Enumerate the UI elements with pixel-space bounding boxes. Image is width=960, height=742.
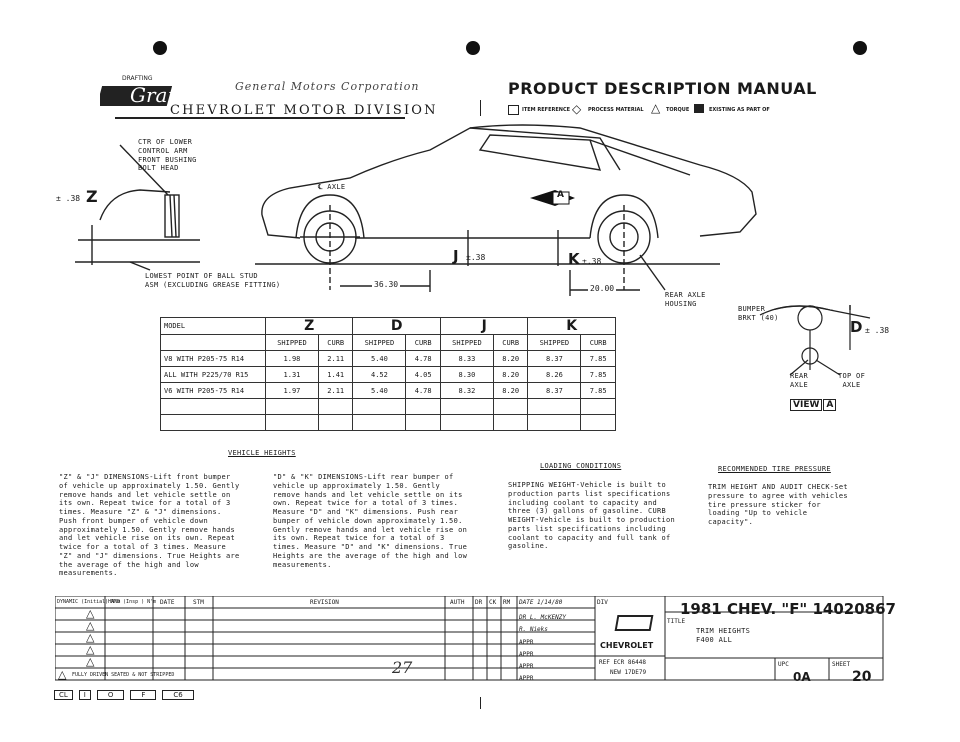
bottom-code-boxes: [54, 690, 194, 700]
new-date: NEW 17DE79: [610, 669, 647, 676]
footnote: FULLY DRIVEN SEATED & NOT STRIPPED: [72, 672, 175, 678]
triangle-icon: △: [86, 643, 95, 656]
cell: 8.20: [493, 367, 528, 383]
rm-header: RM: [503, 599, 511, 606]
row-model: ALL WITH P225/70 R15: [161, 367, 266, 383]
legend-torque: TORQUE: [666, 107, 690, 113]
vehicle-heights-left-note: "Z" & "J" DIMENSIONS-Lift front bumper of vehicle up approximately 1.50. Gently remove hands and let vehicle settle on its own. Repeat twice for a total of 3 times. Measure "Z" & "J" dimensions. Push front bumper of vehicle down approximately 1.50. Gently remove hands and let vehicle rise on its own. Repeat twice for a total of 3 times. Measure "Z" and "J" dimensions. True Heights are the average of the high and low measurements.: [59, 473, 240, 578]
cell: 7.85: [581, 383, 616, 399]
view-a-label: [790, 400, 836, 410]
table-row: [161, 383, 616, 399]
d-tolerance: ± .38: [865, 326, 890, 335]
stm-header: STM: [193, 599, 204, 606]
cell: 1.41: [318, 367, 353, 383]
model-header: MODEL: [161, 318, 266, 335]
group-d: D: [353, 318, 440, 335]
car-body-outline: [262, 125, 756, 236]
sheet-label: SHEET: [832, 661, 851, 668]
legend-process-material: PROCESS MATERIAL: [588, 107, 644, 113]
top-axle-line: TOP OF: [838, 372, 866, 380]
cell: 4.78: [406, 351, 441, 367]
dim-20-00: 20.00: [590, 284, 615, 293]
torque-icon: △: [651, 101, 661, 115]
div-label: DIV: [597, 599, 608, 606]
table-subheader: [161, 335, 616, 351]
rear-housing-line: HOUSING: [665, 299, 697, 308]
logo-graphic-text: Graphic: [130, 83, 210, 107]
table-row-empty: [161, 415, 616, 431]
title-label: TITLE: [667, 618, 686, 625]
title-value: [696, 627, 750, 645]
date-header: DATE: [160, 599, 175, 606]
view-letter: A: [823, 399, 836, 411]
cell: 7.85: [581, 351, 616, 367]
process-material-icon: ◇: [572, 102, 582, 116]
blank-cell: [161, 335, 266, 351]
a-tag-letter: A: [557, 190, 564, 200]
triangle-icon: △: [86, 631, 95, 644]
ref-ecr: REF ECR 86448: [599, 659, 646, 666]
subhead: SHIPPED: [440, 335, 493, 351]
subhead: SHIPPED: [528, 335, 581, 351]
vehicle-heights-right-note: "D" & "K" DIMENSIONS-Lift rear bumper of vehicle up approximately 1.50. Gently remove hands and let vehicle settle on its own. Repeat twice for a total of 3 times. Measure "D" and "K" dimensions. Push rear bumper of vehicle down approximately 1.50. Gently remove hands and let vehicle rise on its own. Repeat twice for a total of 3 times. Measure "D" and "K" dimensions. True Heights are the average of the high and low measurements.: [273, 473, 468, 569]
group-z: Z: [266, 318, 353, 335]
dim-36-30: 36.30: [374, 280, 399, 289]
title-value-line: F400 ALL: [696, 635, 733, 644]
cell: 2.11: [318, 351, 353, 367]
loading-conditions-note: SHIPPING WEIGHT-Vehicle is built to production parts list specifications including coolant to capacity and three (3) gallons of gasoline. CURB WEIGHT-Vehicle is built to production parts list specifications including coolant to capacity and full tank of gasoline.: [508, 481, 676, 551]
rear-axle-housing-note: [665, 291, 706, 309]
ctr-note-line: CTR OF LOWER: [138, 138, 193, 146]
top-of-axle-note: [838, 372, 865, 390]
cell: 4.52: [353, 367, 406, 383]
chevrolet-bowtie-icon: [615, 615, 654, 631]
cell: 8.32: [440, 383, 493, 399]
cell: 8.33: [440, 351, 493, 367]
dr-header: DR: [475, 599, 483, 606]
trim-height-spec-table: [160, 317, 616, 431]
date-value: DATE 1/14/80: [519, 599, 563, 606]
cell: 8.20: [493, 351, 528, 367]
bumper-note-line: BUMPER: [738, 305, 766, 313]
rear-housing-line: REAR AXLE: [665, 291, 706, 299]
j-label: J: [453, 247, 459, 265]
cell: 5.40: [353, 351, 406, 367]
cell: 7.85: [581, 367, 616, 383]
lowest-point-note: [145, 272, 280, 290]
cell: 4.78: [406, 383, 441, 399]
d-label: D: [850, 318, 863, 336]
code-box: F: [130, 690, 156, 700]
dr-value: DR L. McKENZY: [519, 614, 566, 621]
cell: 5.40: [353, 383, 406, 399]
rear-axle-line: AXLE: [790, 380, 809, 389]
torque-triangles: [86, 608, 94, 668]
appr-4: APPR: [519, 675, 534, 682]
rear-axle-line: REAR: [790, 372, 809, 380]
subhead: SHIPPED: [266, 335, 319, 351]
row-model: V6 WITH P205-75 R14: [161, 383, 266, 399]
cell: 1.97: [266, 383, 319, 399]
bumper-bracket-note: [738, 305, 779, 323]
group-j: J: [440, 318, 527, 335]
ck-header: CK: [489, 599, 497, 606]
z-label: Z: [86, 187, 98, 206]
appr-3: APPR: [519, 663, 534, 670]
cell: 8.37: [528, 383, 581, 399]
code-box: CL: [54, 690, 73, 700]
code-box: O: [97, 690, 125, 700]
group-k: K: [528, 318, 616, 335]
ctr-note-line: BOLT HEAD: [138, 164, 179, 173]
lowest-note-line: LOWEST POINT OF BALL STUD: [145, 272, 258, 280]
subhead: SHIPPED: [353, 335, 406, 351]
table-group-header: [161, 318, 616, 335]
sheet-value: 20: [852, 669, 872, 685]
corp-name: General Motors Corporation: [235, 80, 420, 93]
rear-axle-note: [790, 372, 808, 390]
upc-value: 0A: [793, 670, 811, 684]
bumper-note-line: BRKT (40): [738, 313, 779, 322]
table-row: [161, 367, 616, 383]
legend-item-reference: ITEM REFERENCE: [522, 107, 571, 113]
appr-1: APPR: [519, 639, 534, 646]
k-label: K: [568, 250, 580, 268]
manual-title: PRODUCT DESCRIPTION MANUAL: [508, 79, 817, 98]
vehicle-heights-title: VEHICLE HEIGHTS: [228, 449, 296, 457]
dynamic-header: DYNAMIC (Initial) N'm: [57, 599, 121, 605]
loading-conditions-title: LOADING CONDITIONS: [540, 462, 622, 470]
logo-drafting-text: DRAFTING: [122, 75, 153, 82]
cell: 4.05: [406, 367, 441, 383]
ctr-note: [138, 138, 197, 173]
chevrolet-label: CHEVROLET: [600, 641, 654, 650]
subhead: CURB: [493, 335, 528, 351]
drawing-big-title: 1981 CHEV. "F" 14020867: [680, 600, 896, 618]
auth-header: AUTH: [450, 599, 465, 606]
triangle-icon: △: [86, 607, 95, 620]
legend-existing-part: EXISTING AS PART OF: [709, 107, 770, 113]
row-model: V8 WITH P205-75 R14: [161, 351, 266, 367]
cell: 1.31: [266, 367, 319, 383]
code-box: C6: [162, 690, 193, 700]
triangle-icon: △: [86, 655, 95, 668]
cell: 2.11: [318, 383, 353, 399]
hand-header: HAND (Insp ) N'm: [108, 599, 157, 605]
ctr-note-line: CONTROL ARM: [138, 146, 188, 155]
z-tolerance: ± .38: [56, 194, 81, 203]
view-a-tag: [530, 190, 575, 206]
appr-2: APPR: [519, 651, 534, 658]
subhead: CURB: [318, 335, 353, 351]
cell: 8.37: [528, 351, 581, 367]
table-row: [161, 351, 616, 367]
j-tolerance: ±.38: [466, 253, 486, 262]
title-value-line: TRIM HEIGHTS: [696, 627, 751, 635]
subhead: CURB: [406, 335, 441, 351]
top-axle-line: AXLE: [842, 380, 861, 389]
handwritten-number: 27: [392, 658, 413, 677]
bottom-center-tick: [480, 697, 481, 709]
tire-pressure-note: TRIM HEIGHT AND AUDIT CHECK-Set pressure to agree with vehicles tire pressure sticker for loading "Up to vehicle capacity".: [708, 483, 848, 526]
cell: 1.98: [266, 351, 319, 367]
code-box: I: [79, 690, 91, 700]
cell: 8.26: [528, 367, 581, 383]
triangle-icon: △: [86, 619, 95, 632]
upc-label: UPC: [778, 661, 789, 668]
cell: 8.20: [493, 383, 528, 399]
division-name: CHEVROLET MOTOR DIVISION: [170, 103, 438, 118]
axle-label: ℄ AXLE: [318, 183, 346, 191]
tire-pressure-title: RECOMMENDED TIRE PRESSURE: [718, 465, 831, 473]
view-word: VIEW: [790, 399, 822, 411]
revision-header: REVISION: [310, 599, 339, 606]
table-row-empty: [161, 399, 616, 415]
ctr-note-line: FRONT BUSHING: [138, 155, 197, 164]
chk-value: R. Nieks: [519, 626, 548, 633]
lowest-note-line: ASM (EXCLUDING GREASE FITTING): [145, 280, 281, 289]
subhead: CURB: [581, 335, 616, 351]
k-tolerance: ±.38: [582, 257, 602, 266]
cell: 8.30: [440, 367, 493, 383]
footnote-triangle-icon: △: [58, 668, 67, 681]
